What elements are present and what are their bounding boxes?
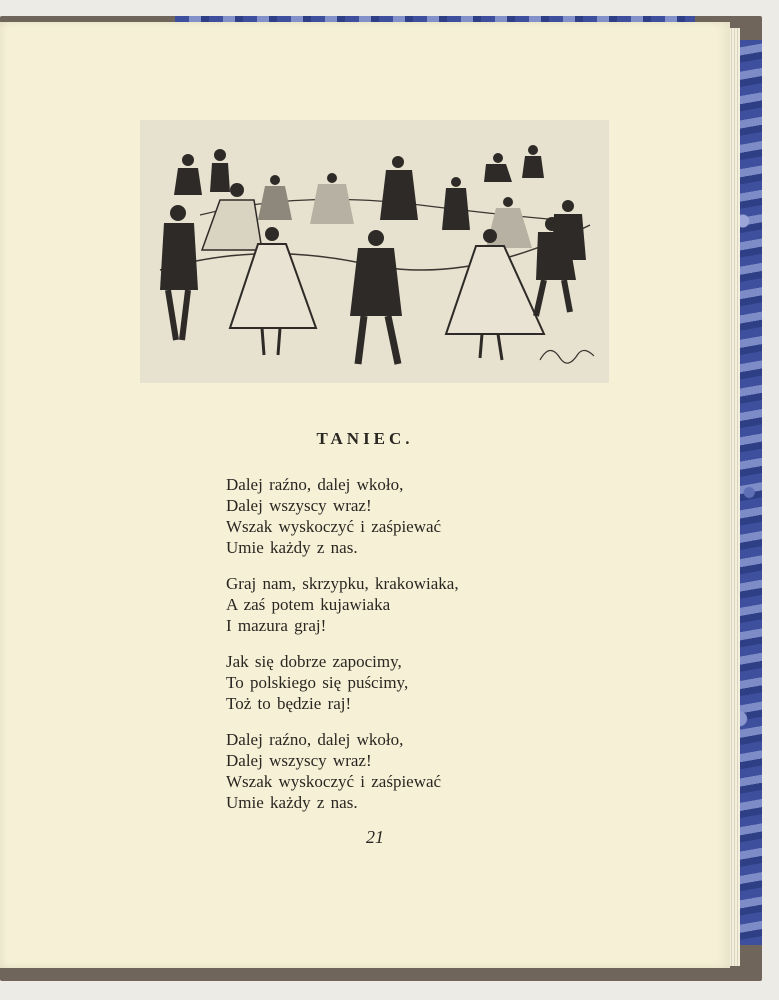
- poem-line: Toż to będzie raj!: [226, 694, 352, 713]
- poem-line: Dalej raźno, dalej wkoło,: [226, 730, 404, 749]
- poem-title: TANIEC.: [316, 429, 414, 448]
- poem-line: Graj nam, skrzypku, krakowiaka,: [226, 574, 459, 593]
- poem-line: Umie każdy z nas.: [226, 538, 358, 557]
- poem-line: A zaś potem kujawiaka: [226, 595, 391, 614]
- page-number: 21: [366, 827, 384, 847]
- stanza-3: [226, 651, 459, 714]
- poem-line: I mazura graj!: [226, 616, 327, 635]
- stanza-2: [226, 573, 459, 636]
- stanza-1: [226, 474, 459, 558]
- poem-line: Wszak wyskoczyć i zaśpiewać: [226, 517, 442, 536]
- poem-body: [226, 474, 459, 828]
- poem-line: Jak się dobrze zapocimy,: [226, 652, 402, 671]
- poem-line: Dalej wszyscy wraz!: [226, 751, 372, 770]
- poem-line: Umie każdy z nas.: [226, 793, 358, 812]
- poem-line: Dalej raźno, dalej wkoło,: [226, 475, 404, 494]
- poem-line: Wszak wyskoczyć i zaśpiewać: [226, 772, 442, 791]
- dancers-illustration: [140, 120, 609, 383]
- book-page: [0, 22, 730, 968]
- dancers-drawing: [140, 120, 609, 383]
- poem-line: Dalej wszyscy wraz!: [226, 496, 372, 515]
- stanza-4: [226, 729, 459, 813]
- poem-line: To polskiego się puścimy,: [226, 673, 409, 692]
